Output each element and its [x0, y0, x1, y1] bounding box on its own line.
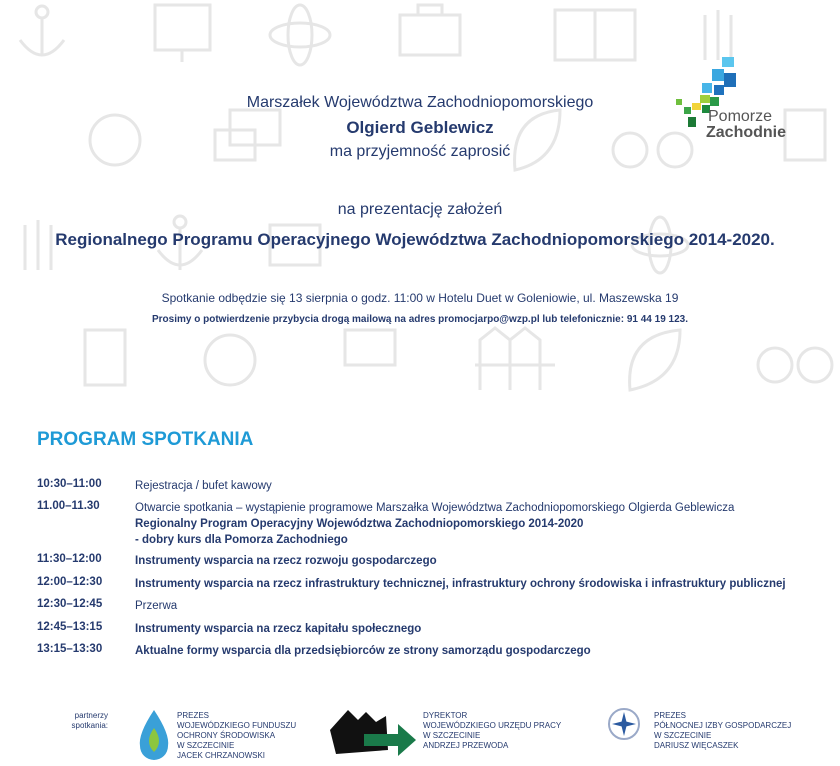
- partner-line: OCHRONY ŚRODOWISKA: [177, 731, 276, 740]
- pig-logo: [606, 706, 642, 752]
- partner-line: W SZCZECINIE: [423, 731, 481, 740]
- schedule-line: Instrumenty wsparcia na rzecz rozwoju gospodarczego: [135, 555, 437, 567]
- schedule-line: Instrumenty wsparcia na rzecz infrastruktury technicznej, infrastruktury ochrony środowiska i infrastruktury publicznej: [135, 578, 786, 590]
- schedule-row: [37, 500, 734, 548]
- schedule-time: 12:45–13:15: [37, 621, 103, 633]
- partner-line: PÓŁNOCNEJ IZBY GOSPODARCZEJ: [654, 721, 792, 730]
- partner-line: WOJEWÓDZKIEGO FUNDUSZU: [177, 721, 297, 730]
- invite-text: ma przyjemność zaprosić: [329, 143, 511, 160]
- partner-wfos: [177, 711, 296, 761]
- partner-line: PREZES: [177, 711, 210, 720]
- schedule-description: [135, 598, 177, 614]
- schedule-time: 11.00–11.30: [37, 500, 100, 512]
- schedule-time: 11:30–12:00: [37, 553, 102, 565]
- schedule-row: [37, 576, 786, 592]
- partner-line: WOJEWÓDZKIEGO URZĘDU PRACY: [423, 721, 562, 730]
- logo-pomorze: Pomorze: [708, 108, 773, 125]
- partner-line: ANDRZEJ PRZEWODA: [423, 741, 509, 750]
- schedule-line: Instrumenty wsparcia na rzecz kapitału społecznego: [135, 623, 422, 635]
- partners-label: [62, 711, 108, 731]
- partner-line: PREZES: [654, 711, 687, 720]
- schedule-row: [37, 621, 421, 637]
- partners-label-line: partnerzy: [74, 711, 108, 720]
- partner-line: JACEK CHRZANOWSKI: [177, 751, 266, 760]
- schedule-line: Regionalny Program Operacyjny Województwa Zachodniopomorskiego 2014-2020: [135, 518, 584, 530]
- schedule-description: [135, 553, 437, 569]
- host-title: Marszałek Województwa Zachodniopomorskiego: [246, 94, 594, 111]
- wup-logo: [328, 708, 418, 758]
- schedule-time: 13:15–13:30: [37, 643, 103, 655]
- schedule-row: [37, 478, 272, 494]
- partners-label-line: spotkania:: [71, 721, 108, 730]
- wfos-logo: [136, 708, 172, 760]
- partner-line: DARIUSZ WIĘCASZEK: [654, 741, 739, 750]
- hand-icon: [705, 10, 731, 60]
- partner-pig: [654, 711, 791, 751]
- schedule-line: Otwarcie spotkania – wystąpienie programowe Marszałka Województwa Zachodniopomorskiego Olgierda Geblewicza: [135, 502, 735, 514]
- host-name: Olgierd Geblewicz: [346, 118, 494, 137]
- logo-zachodnie: Zachodnie: [706, 124, 787, 141]
- schedule-time: 12:30–12:45: [37, 598, 103, 610]
- program-heading: PROGRAM SPOTKANIA: [37, 429, 254, 450]
- rsvp-text: Prosimy o potwierdzenie przybycia drogą mailową na adres promocjarpo@wzp.pl lub telefonicznie: 91 44 19 123.: [151, 314, 688, 325]
- leaf-icon: [630, 330, 680, 390]
- schedule-time: 10:30–11:00: [37, 478, 102, 490]
- schedule-line: Przerwa: [135, 600, 178, 612]
- bicycle-icon: [758, 348, 832, 382]
- briefcase-icon: [400, 5, 460, 55]
- partner-wup: [423, 711, 561, 751]
- train-icon: [85, 330, 125, 385]
- partner-line: DYREKTOR: [423, 711, 468, 720]
- schedule-description: [135, 500, 734, 548]
- schedule-line: Rejestracja / bufet kawowy: [135, 480, 272, 492]
- fan-icon: [205, 335, 255, 385]
- schedule-row: [37, 643, 591, 659]
- atom-icon: [270, 5, 330, 65]
- schedule-row: [37, 553, 437, 569]
- schedule-description: [135, 576, 786, 592]
- presentation-icon: [155, 5, 210, 62]
- anchor-icon: [20, 6, 64, 55]
- schedule-description: [135, 478, 272, 494]
- partner-line: W SZCZECINIE: [177, 741, 235, 750]
- book-icon: [555, 10, 635, 60]
- schedule-description: [135, 621, 421, 637]
- fence-icon: [475, 328, 555, 390]
- schedule-line: - dobry kurs dla Pomorza Zachodniego: [135, 534, 348, 546]
- presentation-intro: na prezentację założeń: [337, 201, 503, 218]
- schedule-description: [135, 643, 591, 659]
- program-title: Regionalnego Programu Operacyjnego Województwa Zachodniopomorskiego 2014-2020.: [55, 230, 775, 249]
- schedule-row: [37, 598, 177, 614]
- partner-line: W SZCZECINIE: [654, 731, 712, 740]
- chat-icon: [345, 330, 395, 365]
- schedule-line: Aktualne formy wsparcia dla przedsiębiorców ze strony samorządu gospodarczego: [135, 645, 591, 657]
- meeting-details: Spotkanie odbędzie się 13 sierpnia o godz. 11:00 w Hotelu Duet w Goleniowie, ul. Maszewska 19: [161, 291, 679, 305]
- schedule-time: 12:00–12:30: [37, 576, 103, 588]
